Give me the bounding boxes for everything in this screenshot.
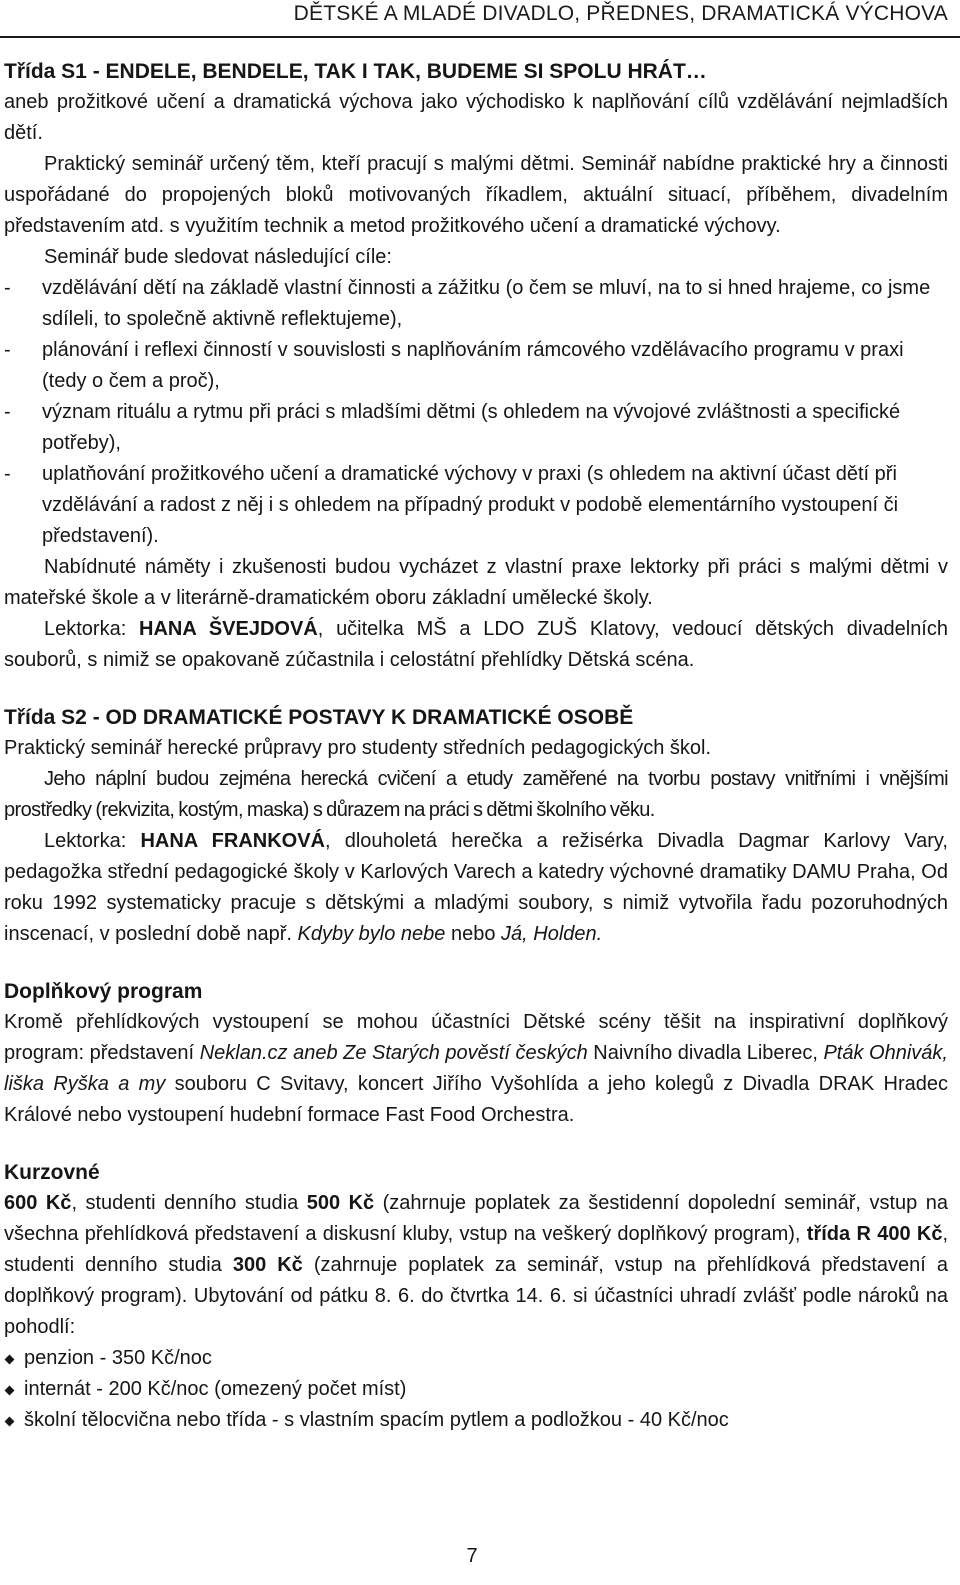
running-header: DĚTSKÉ A MLADÉ DIVADLO, PŘEDNES, DRAMATICKÁ VÝCHOVA — [293, 2, 948, 25]
s1-lecturer — [4, 614, 948, 676]
s1-goal-item — [4, 397, 948, 459]
s1-practice: Nabídnuté náměty i zkušenosti budou vycházet z vlastní praxe lektorky při práci s malými dětmi v mateřské škole a v literárně-dramatickém oboru základní umělecké školy. — [4, 556, 948, 609]
fee-text-part: (zahrnuje poplatek za seminář, vstup na přehlídková představení a doplňkový program). Ubytování od pátku 8. 6. do čtvrtka 14. 6. si účastníci uhradí zvlášť podle nároků na pohodlí: — [4, 1254, 949, 1338]
s2-content: Jeho náplní budou zejména herecká cvičení a etudy zaměřené na tvorbu postavy vnitřními i vnějšími prostředky (rekvizita, kostým, maska) s důrazem na práci s dětmi školního věku. — [4, 768, 948, 821]
accommodation-item — [4, 1405, 948, 1436]
diamond-bullet-icon — [5, 1355, 15, 1365]
s2-work-separator: nebo — [445, 923, 502, 945]
fee-price: 600 Kč — [4, 1192, 72, 1214]
fee-text — [4, 1188, 948, 1343]
fee-price: 500 Kč — [306, 1192, 375, 1214]
extra-text-part: Naivního divadla Liberec, — [587, 1042, 824, 1064]
s1-goal-item — [4, 273, 948, 335]
diamond-bullet-icon — [5, 1417, 15, 1427]
dash-marker: - — [4, 339, 11, 361]
dash-marker: - — [4, 401, 11, 423]
s2-work-title: Kdyby bylo nebe — [297, 923, 446, 945]
s2-work-title: Já, Holden. — [501, 923, 603, 945]
extra-show-title: Neklan.cz aneb Ze Starých pověstí českých — [199, 1042, 588, 1064]
fee-text-part: (zahrnuje poplatek za šestidenní dopolední seminář, vstup na všechna přehlídková představení a diskusní kluby, vstup na veškerý doplňkový program), — [4, 1192, 949, 1245]
accommodation-item — [4, 1374, 948, 1405]
dash-marker: - — [4, 463, 11, 485]
s1-lecturer-text: , učitelka MŠ a LDO ZUŠ Klatovy, vedoucí dětských divadelních souborů, s nimiž se opakovaně zúčastnila i celostátní přehlídky Dětská scéna. — [4, 618, 948, 671]
s1-goal-text: význam rituálu a rytmu při práci s mladšími dětmi (s ohledem na vývojové zvláštnosti a specifické potřeby), — [42, 401, 901, 454]
page-body — [4, 56, 948, 1436]
extra-show-title: Pták Ohnivák, liška Ryška a my — [4, 1042, 948, 1095]
s2-title: Třída S2 - OD DRAMATICKÉ POSTAVY K DRAMATICKÉ OSOBĚ — [4, 706, 634, 729]
extra-text-part: Kromě přehlídkových vystoupení se mohou účastníci Dětské scény těšit na inspirativní doplňkový program: představení — [4, 1011, 948, 1064]
s1-title: Třída S1 - ENDELE, BENDELE, TAK I TAK, BUDEME SI SPOLU HRÁT… — [4, 60, 707, 83]
fee-price: třída R 400 Kč — [806, 1223, 943, 1245]
s2-lecturer — [4, 826, 948, 950]
s1-intro: Praktický seminář určený těm, kteří pracují s malými dětmi. Seminář nabídne praktické hry a činnosti uspořádané do propojených bloků motivovaných říkadlem, aktuální situací, příběhem, divadelním představením atd. s využitím technik a metod prožitkového učení a dramatické výchovy. — [4, 153, 948, 237]
page-number: 7 — [466, 1545, 478, 1567]
s1-goal-text: plánování i reflexi činností v souvislosti s naplňováním rámcového vzdělávacího programu v praxi (tedy o čem a proč), — [42, 339, 904, 392]
fee-text-part: , studenti denního studia — [71, 1192, 307, 1214]
s1-goal-item — [4, 335, 948, 397]
s1-lecturer-name: HANA ŠVEJDOVÁ — [139, 618, 318, 640]
s2-lecturer-text: , dlouholetá herečka a režisérka Divadla Dagmar Karlovy Vary, pedagožka střední pedagogické školy v Karlových Varech a katedry výchovné dramatiky DAMU Praha, Od roku 1992 systematicky pracuje s dětskými a mladými soubory, s nimiž vytvořila řadu pozoruhodných inscenací, v poslední době např. — [4, 830, 948, 945]
s2-intro: Praktický seminář herecké průpravy pro studenty středních pedagogických škol. — [4, 737, 712, 759]
fee-title: Kurzovné — [4, 1161, 100, 1184]
fee-text-part: , studenti denního studia — [4, 1223, 949, 1276]
extra-text-part: souboru C Svitavy, koncert Jiřího Vyšohlída a jeho kolegů z Divadla DRAK Hradec Králové nebo vystoupení hudební formace Fast Food Orchestra. — [4, 1073, 949, 1126]
fee-price: 300 Kč — [232, 1254, 303, 1276]
s1-goals-intro: Seminář bude sledovat následující cíle: — [44, 246, 392, 268]
s1-subtitle: aneb prožitkové učení a dramatická výchova jako východisko k naplňování cílů vzdělávání nejmladších dětí. — [4, 91, 948, 144]
accommodation-item — [4, 1343, 948, 1374]
s1-goal-text: vzdělávání dětí na základě vlastní činnosti a zážitku (o čem se mluví, na to si hned hrajeme, co jsme sdíleli, to společně aktivně reflektujeme), — [42, 277, 931, 330]
accommodation-text: internát - 200 Kč/noc (omezený počet míst) — [24, 1378, 407, 1400]
s2-lecturer-label: Lektorka: — [44, 830, 141, 852]
accommodation-text: školní tělocvična nebo třída - s vlastním spacím pytlem a podložkou - 40 Kč/noc — [24, 1409, 729, 1431]
header-rule — [0, 36, 960, 38]
extra-title: Doplňkový program — [4, 980, 203, 1003]
accommodation-text: penzion - 350 Kč/noc — [24, 1347, 212, 1369]
s1-goal-item — [4, 459, 948, 552]
diamond-bullet-icon — [5, 1386, 15, 1396]
s2-lecturer-name: HANA FRANKOVÁ — [140, 830, 325, 852]
dash-marker: - — [4, 277, 11, 299]
extra-text — [4, 1007, 948, 1131]
s1-goal-text: uplatňování prožitkového učení a dramatické výchovy v praxi (s ohledem na aktivní účast dětí při vzdělávání a radost z něj i s ohledem na případný produkt v podobě elementárního vystoupení či představení). — [42, 463, 899, 547]
s1-lecturer-label: Lektorka: — [44, 618, 140, 640]
